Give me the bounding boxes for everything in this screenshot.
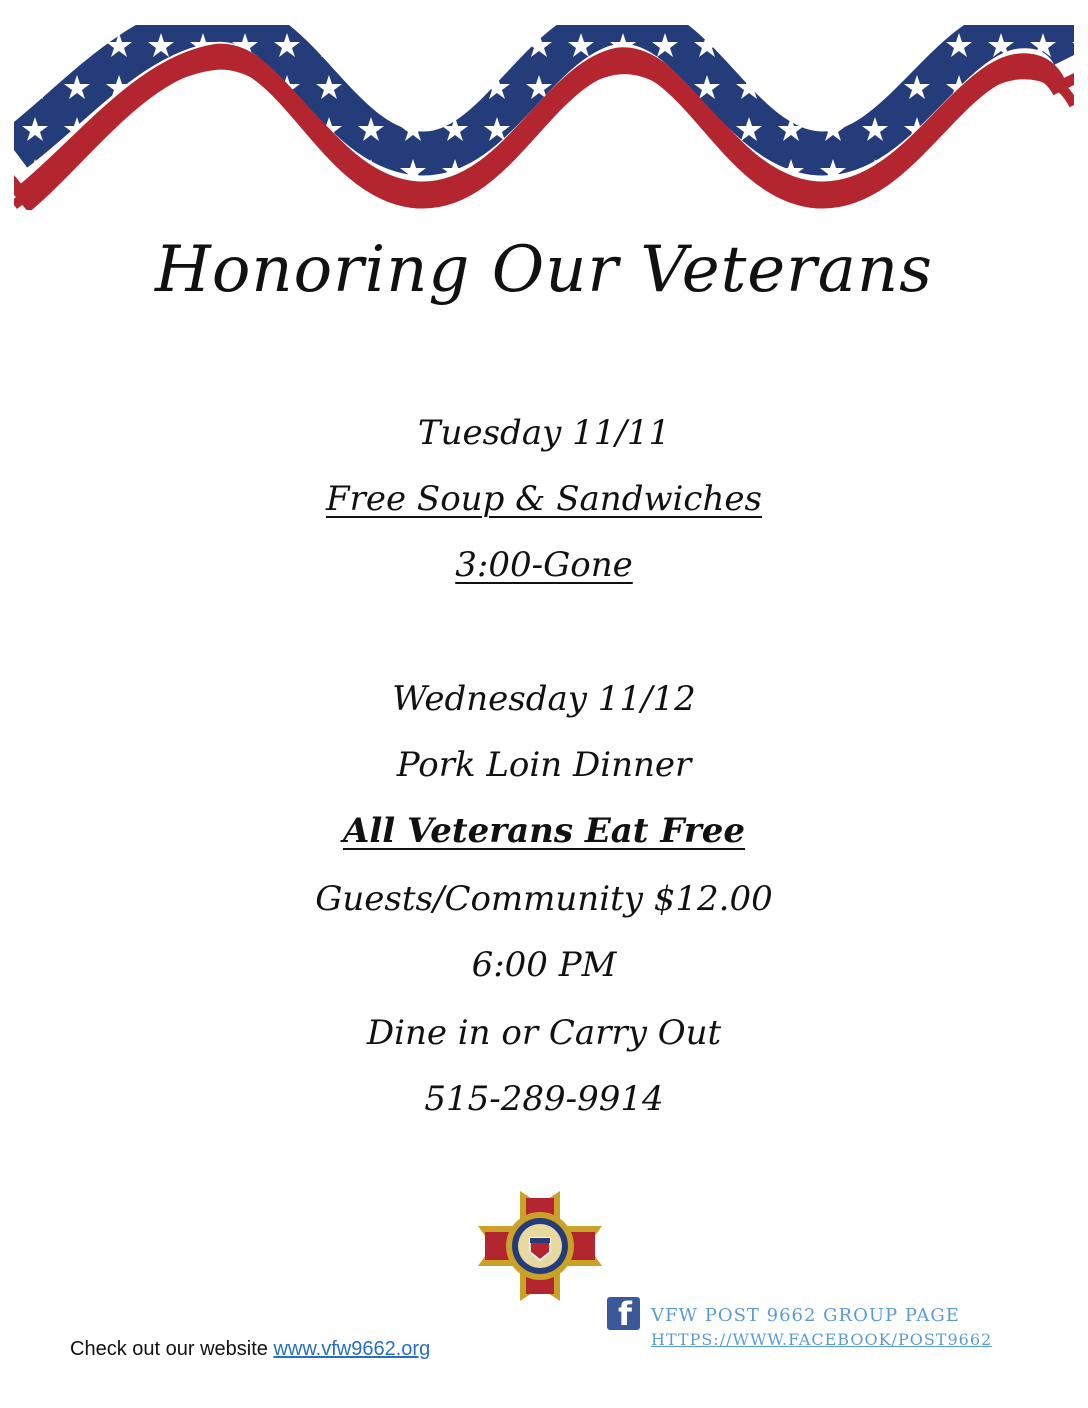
facebook-group-name: VFW POST 9662 GROUP PAGE bbox=[651, 1305, 960, 1326]
event1-offer-text: Free Soup & Sandwiches bbox=[326, 479, 762, 519]
event1-time-text: 3:00-Gone bbox=[455, 545, 633, 585]
event1-date: Tuesday 11/11 bbox=[417, 413, 671, 453]
event2-veterans-text: All Veterans Eat Free bbox=[342, 811, 746, 851]
page-title: Honoring Our Veterans bbox=[155, 233, 933, 307]
event2-service: Dine in or Carry Out bbox=[366, 1013, 722, 1053]
event2-date: Wednesday 11/12 bbox=[392, 679, 696, 719]
event2-guests: Guests/Community $12.00 bbox=[315, 879, 773, 919]
vfw-emblem-logo bbox=[470, 1187, 610, 1305]
event2-meal: Pork Loin Dinner bbox=[396, 745, 692, 785]
ribbon-banner bbox=[14, 25, 1074, 210]
event2-veterans bbox=[0, 806, 1088, 856]
event1-offer bbox=[0, 474, 1088, 524]
facebook-link[interactable]: HTTPS://WWW.FACEBOOK/POST9662 bbox=[651, 1330, 993, 1349]
website-line bbox=[70, 1338, 430, 1361]
facebook-glyph: f bbox=[618, 1295, 632, 1333]
website-link[interactable]: www.vfw9662.org bbox=[273, 1338, 431, 1360]
event2-phone: 515-289-9914 bbox=[424, 1079, 664, 1119]
website-label: Check out our website bbox=[70, 1338, 268, 1360]
event1-time bbox=[0, 540, 1088, 590]
event2-time: 6:00 PM bbox=[471, 945, 617, 985]
facebook-icon[interactable] bbox=[607, 1295, 640, 1333]
